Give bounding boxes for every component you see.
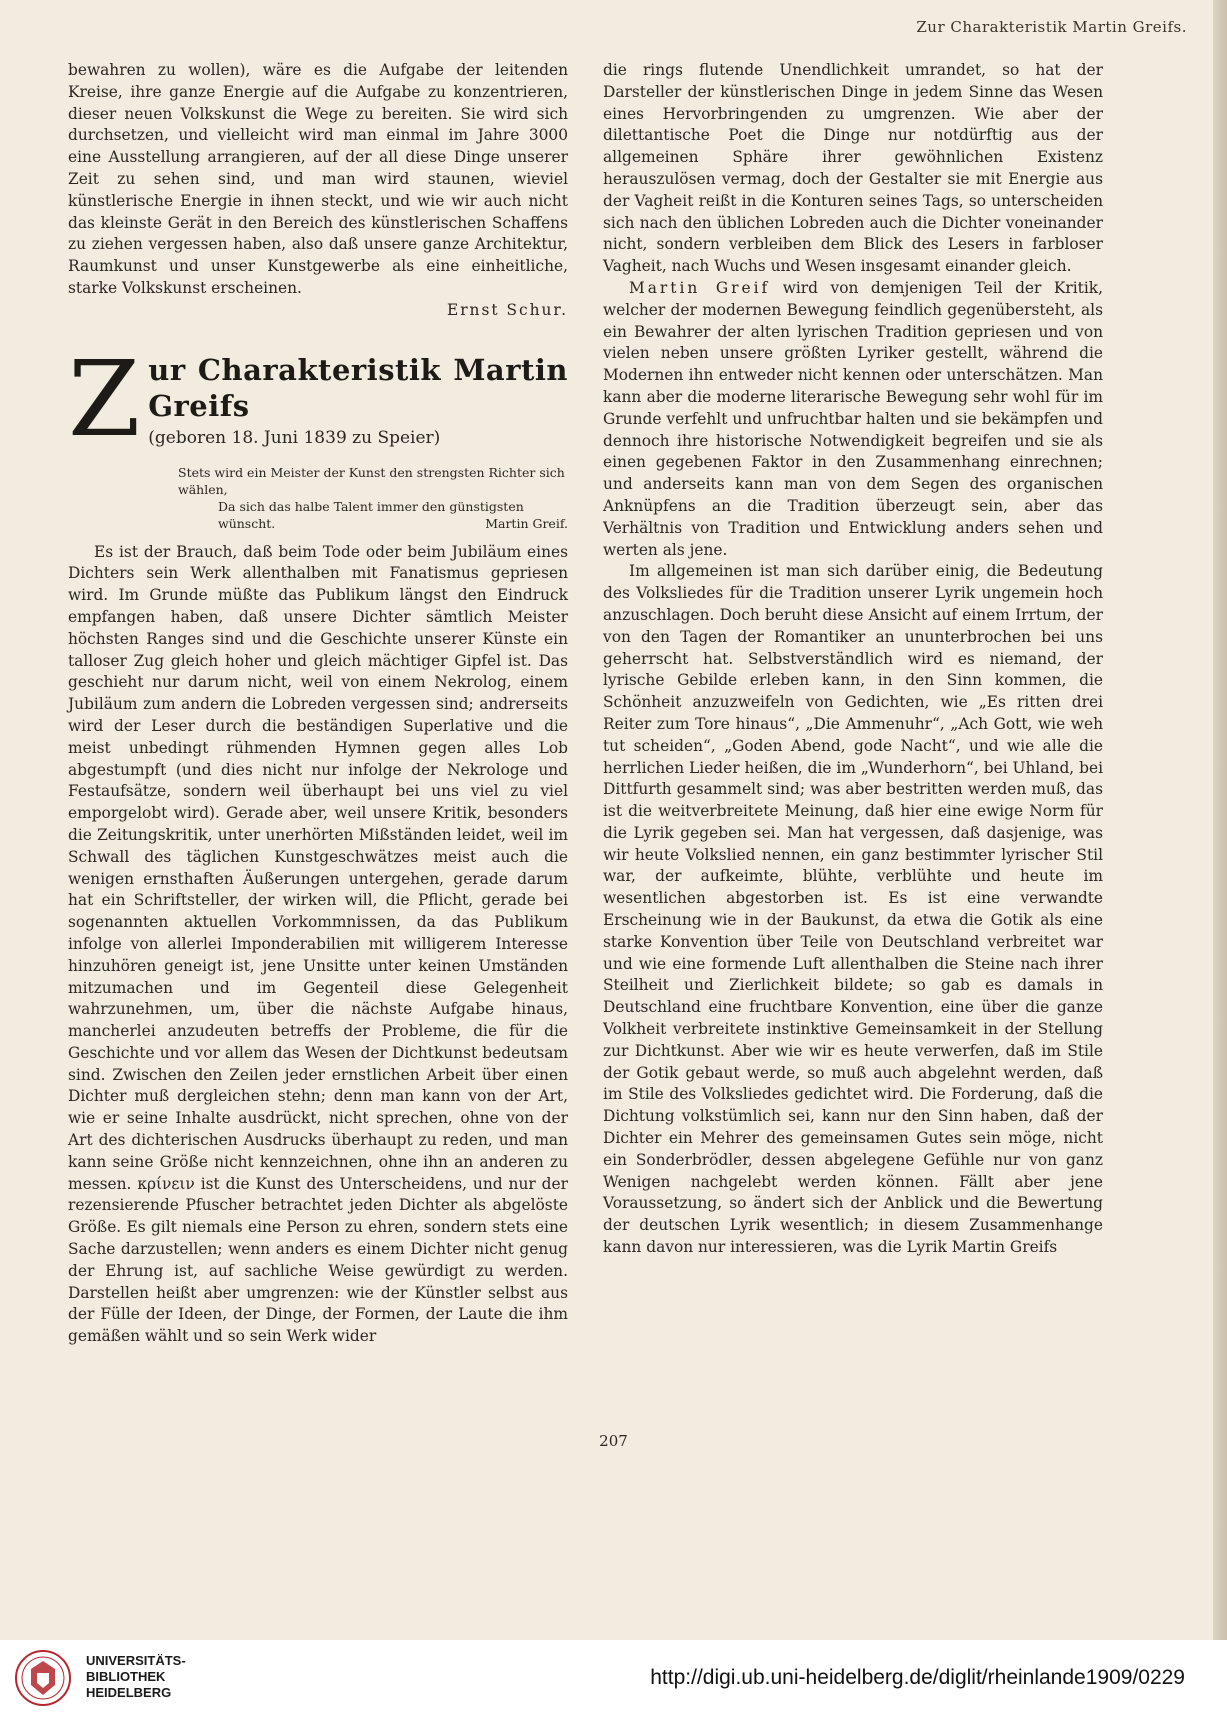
article-heading: [68, 337, 568, 532]
right-column: [603, 60, 1103, 1259]
body-paragraph: Es ist der Brauch, daß beim Tode oder beim Jubiläum eines Dichters sein Werk allenthalben mit Fanatismus gepriesen wird. Im Grunde müßte das Publikum längst den Eindruck empfangen haben, daß unsere Dichter sämtlich Meister höchsten Ranges sind und die Geschichte unserer Künste ein talloser Zug gleich hoher und gleich mächtiger Gipfel ist. Das geschieht nur darum nicht, weil von einem Nekrolog, einem Jubiläum zum andern die Lobreden vergessen sind; andrerseits wird der Leser durch die beständigen Superlative und die meist unbedingt rühmenden Hymnen gegen alles Lob abgestumpft (und dies nicht nur infolge der Nekrologe und Festaufsätze, sondern weil überhaupt bei uns viel zu viel emporgelobt wird). Gerade aber, weil unsere Kritik, besonders die Zeitungskritik, unter unerhörten Mißständen leidet, weil im Schwall des täglichen Kunstgeschwätzes meist auch die wenigen ernsthaften Äußerungen untergehen, gerade darum hat ein Schriftsteller, der wirken will, die Pflicht, gerade bei sogenannten aktuellen Vorkommnissen, da das Publikum infolge von allerlei Imponderabilien mit willigerem Interesse hinzuhören geneigt ist, jene Unsitte unter keinen Umständen mitzumachen und im Gegenteil diese Gelegenheit wahrzunehmen, um, über die nächste Aufgabe hinaus, mancherlei anzudeuten betreffs der Probleme, die für die Geschichte und vor allem das Wesen der Dichtkunst bedeutsam sind. Zwischen den Zeilen jeder ernstlichen Arbeit über einen Dichter muß dergleichen stehn; denn man kann von der Art, wie er seine Inhalte ausdrückt, nicht sprechen, ohne von der Art des dichterischen Ausdrucks überhaupt zu reden, und man kann seine Größe nicht kennzeichnen, ohne ihn an anderen zu messen. κρίνειν ist die Kunst des Unterscheidens, und nur der rezensierende Pfuscher betrachtet jeden Dichter als abgelöste Größe. Es gilt niemals eine Person zu ehren, sondern stets eine Sache darzustellen; wenn anders es einem Dichter nicht genug der Ehrung ist, auf sachliche Weise gewürdigt zu werden. Darstellen heißt aber umgrenzen: wie der Künstler selbst aus der Fülle der Ideen, der Dinge, der Formen, der Laute die ihm gemäßen wählt und so sein Werk wider: [68, 542, 568, 1346]
running-head: Zur Charakteristik Martin Greifs.: [916, 18, 1187, 36]
epigraph-author: Martin Greif.: [485, 515, 568, 531]
author-name: Martin Greif: [629, 278, 771, 297]
paragraph-text: wird von demjenigen Teil der Kritik, welcher der modernen Bewegung feindlich gegenübersteht, als ein Bewahrer der alten lyrischen Tradition gepriesen und von vielen neben unsere größten Lyriker gestellt, während die Modernen ihn entweder nicht kennen oder unterschätzen. Man kann aber die moderne literarische Bewegung sehr wohl für im Grunde verfehlt und unfruchtbar halten und sie bekämpfen und dennoch ihre historische Notwendigkeit begreifen und sie als einen gegebenen Faktor in den Zusammenhang einrechnen; und anderseits kann man von dem Segen des organischen Anknüpfens an die Tradition überzeugt sein, aber das Verhältnis von Tradition und Entwicklung anders sehen und werten als jene.: [603, 278, 1103, 559]
source-url-link[interactable]: http://digi.ub.uni-heidelberg.de/diglit/rheinlande1909/0229: [650, 1666, 1185, 1689]
article-subtitle: (geboren 18. Juni 1839 zu Speier): [148, 427, 441, 448]
library-name-line: HEIDELBERG: [86, 1685, 172, 1700]
page-number: 207: [599, 1432, 628, 1450]
body-paragraph: die rings flutende Unendlichkeit umrandet, so hat der Darsteller der künstlerischen Dinge in jedem Sinne das Wesen eines Hervorbringenden zu umgrenzen. Wie aber der dilettantische Poet die Dinge nur notdürftig aus der allgemeinen Sphäre ihrer gewöhnlichen Existenz herauszulösen vermag, doch der Gestalter sie mit Energie aus der Vagheit reißt in die Konturen seines Tags, so unterscheiden sich nach den üblichen Lobreden auch die Dichter voneinander nicht, sondern verbleiben dem Blick des Lesers in farbloser Vagheit, nach Wuchs und Wesen insgesamt einander gleich.: [603, 61, 1103, 276]
left-column: [68, 60, 568, 1348]
library-name: [86, 1653, 186, 1701]
drop-cap: Z: [68, 337, 141, 460]
intro-paragraph: bewahren zu wollen), wäre es die Aufgabe der leitenden Kreise, ihre ganze Energie auf die Aufgabe zu konzentrieren, dieser neuen Volkskunst die Wege zu bereiten. Sie wird sich durchsetzen, und vielleicht wird man einmal im Jahre 3000 eine Ausstellung arrangieren, auf der all diese Dinge unserer Zeit zu sehen sind, und man wird staunen, wieviel künstlerische Energie in ihnen steckt, und wie wir auch nicht das kleinste Gerät in den Bereich des künstlerischen Schaffens zu ziehen vergessen haben, also daß unsere ganze Architektur, Raumkunst und unser Kunstgewerbe als eine einheitliche, starke Volkskunst erscheinen.: [68, 61, 568, 297]
library-name-line: UNIVERSITÄTS-: [86, 1653, 186, 1668]
epigraph-line: Da sich das halbe Talent immer den günstigsten wünscht.: [218, 498, 524, 531]
footer-bar: [0, 1640, 1227, 1717]
body-paragraph: [603, 278, 1103, 561]
body-paragraph: Im allgemeinen ist man sich darüber einig, die Bedeutung des Volksliedes für die Tradition unserer Lyrik ungemein hoch anzuschlagen. Doch beruht diese Ansicht auf einem Irrtum, der von den Tagen der Romantiker an ununterbrochen bei uns geherrscht hat. Selbstverständlich wird es niemand, der lyrische Gebilde erleben kann, in den Sinn kommen, die Schönheit anzuzweifeln von Gedichten, wie „Es ritten drei Reiter zum Tore hinaus“, „Die Ammenuhr“, „Ach Gott, wie weh tut scheiden“, „Goden Abend, gode Nacht“, und wie alle die herrlichen Lieder heißen, die im „Wunderhorn“, bei Uhland, bei Dittfurth gesammelt sind; was aber bestritten werden muß, das ist die weitverbreitete Meinung, daß hier eine ewige Norm für die Lyrik gegeben sei. Man hat vergessen, daß dasjenige, was wir heute Volkslied nennen, ein ganz bestimmter lyrischer Stil war, der aufkeimte, blühte, verblühte und heute im wesentlichen abgestorben ist. Es ist eine verwandte Erscheinung wie in der Baukunst, da etwa die Gotik als eine starke Konvention über Teile von Deutschland verbreitet war und wie eine formende Luft allenthalben die Steine nach ihrer Steilheit und Zierlichkeit bildete; so gab es damals in Deutschland eine fruchtbare Konvention, eine über die ganze Volkheit verbreitete instinktive Gemeinsamkeit in der Stellung zur Dichtkunst. Aber wie wir es heute verwerfen, daß im Stile der Gotik gebaut werde, so muß auch abgelehnt werden, daß im Stile des Volksliedes gedichtet wird. Die Forderung, daß die Dichtung volkstümlich sei, kann nur den Sinn haben, daß der Dichter ein Mehrer des gemeinsamen Gutes sein möge, nicht ein Sonderbrödler, dessen abgelegene Gefühle nur von ganz Wenigen nachgelebt werden können. Fällt aber jene Voraussetzung, so ändert sich der Anblick und die Bewertung der deutschen Lyrik wesentlich; in diesem Zusammenhange kann davon nur interessieren, was die Lyrik Martin Greifs: [603, 562, 1103, 1257]
university-seal-icon: [14, 1649, 72, 1707]
article-title: ur Charakteristik Martin Greifs: [148, 352, 568, 423]
library-name-line: BIBLIOTHEK: [86, 1669, 166, 1684]
epigraph: [178, 464, 568, 532]
page-edge: [1213, 0, 1227, 1640]
author-signature: Ernst Schur.: [446, 300, 568, 319]
epigraph-line: Stets wird ein Meister der Kunst den strengsten Richter sich wählen,: [178, 464, 565, 497]
